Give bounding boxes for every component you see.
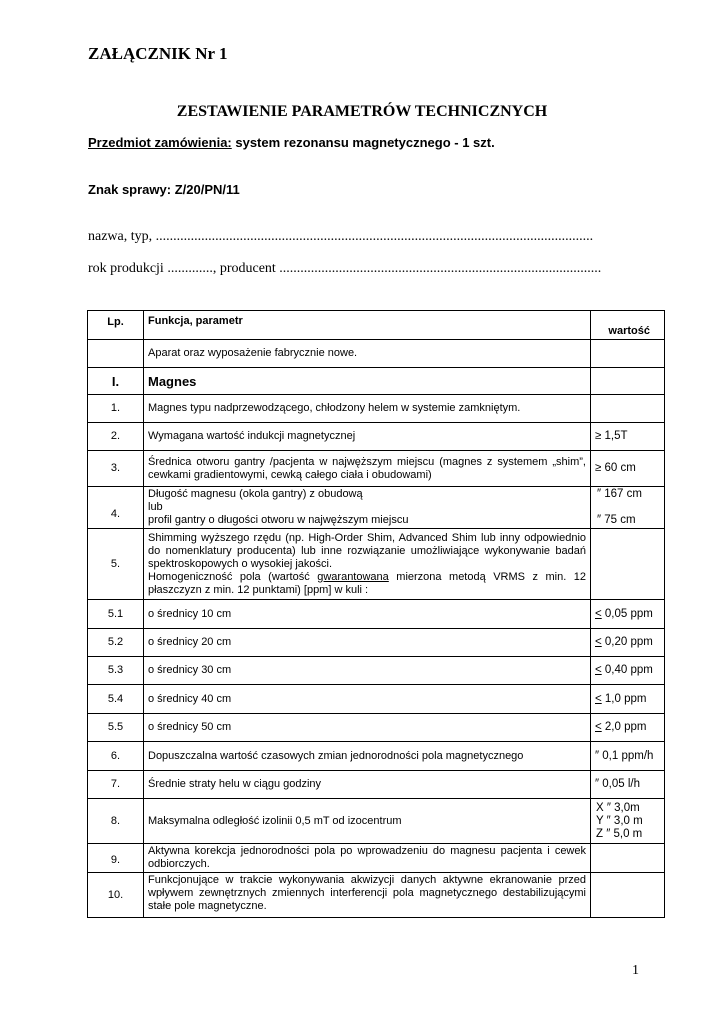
row-text: Magnes typu nadprzewodzącego, chłodzony helem w systemie zamkniętym. — [144, 395, 591, 423]
value-prefix: < — [595, 692, 602, 705]
row-value — [591, 873, 665, 918]
row-text — [144, 529, 591, 600]
table-row — [88, 771, 665, 799]
value-prefix: < — [595, 636, 602, 648]
row-number: 9. — [88, 844, 144, 873]
row-value — [591, 487, 665, 529]
row-number: 5.3 — [88, 657, 144, 685]
row-text: Funkcjonujące w trakcie wykonywania akwizycji danych aktywne ekranowanie przed wpływem zewnętrznych zmiennych interferencji pola magnetycznego destabilizującymi stałe pole magnetyczne. — [144, 873, 591, 918]
row-value — [591, 600, 665, 629]
header-lp: Lp. — [88, 311, 144, 340]
page-number: 1 — [632, 963, 639, 978]
annex-heading: ZAŁĄCZNIK Nr 1 — [88, 44, 228, 63]
row-value-line: ″ 75 cm — [597, 514, 636, 526]
order-subject-value: system rezonansu magnetycznego - 1 szt. — [231, 135, 495, 150]
value-rest: 0,20 ppm — [601, 636, 653, 648]
row-text: o średnicy 50 cm — [144, 714, 591, 742]
row-text: Dopuszczalna wartość czasowych zmian jednorodności pola magnetycznego — [144, 742, 591, 771]
row-text: Aktywna korekcja jednorodności pola po wprowadzeniu do magnesu pacjenta i cewek odbiorczych. — [144, 844, 591, 873]
table-row — [88, 685, 665, 714]
row-number: 1. — [88, 395, 144, 423]
row-number: 5.5 — [88, 714, 144, 742]
year-producer-field: rok produkcji ............., producent ............................................................................................ — [88, 261, 602, 276]
row-value — [591, 844, 665, 873]
row-value — [591, 714, 665, 742]
value-rest: 0,05 ppm — [601, 607, 653, 620]
section-number: I. — [88, 368, 144, 395]
table-row — [88, 340, 665, 368]
row-value-line: Y ″ 3,0 m — [596, 814, 643, 827]
table-cell-text: Aparat oraz wyposażenie fabrycznie nowe. — [144, 340, 591, 368]
row-text: Maksymalna odległość izolinii 0,5 mT od izocentrum — [144, 799, 591, 844]
parameters-table — [87, 310, 665, 918]
name-type-field: nazwa, typ, ............................................................................................................................. — [88, 229, 594, 244]
section-title: Magnes — [144, 368, 591, 395]
row-text-line: profil gantry o długości otworu w najwęższym miejscu — [148, 514, 409, 526]
row-text-part: Shimming wyższego rzędu (np. High-Order Shim, Advanced Shim lub inny odpowiednio do nomenklatury producenta) lub inne rozwiązanie umożliwiające wykonywanie badań spektroskopowych o wysokiej jakości. — [148, 531, 586, 570]
row-value: ≥ 1,5T — [591, 423, 665, 451]
table-cell — [88, 340, 144, 368]
row-value — [591, 629, 665, 657]
row-value: ″ 0,05 l/h — [591, 771, 665, 799]
row-value — [591, 529, 665, 600]
value-prefix: < — [595, 664, 602, 676]
table-row — [88, 799, 665, 844]
row-number: 5. — [88, 529, 144, 600]
table-header-row — [88, 311, 665, 340]
row-text-part: Homogeniczność pola (wartość — [148, 570, 318, 583]
row-text: o średnicy 40 cm — [144, 685, 591, 714]
row-text: Średnie straty helu w ciągu godziny — [144, 771, 591, 799]
table-row — [88, 423, 665, 451]
table-row — [88, 742, 665, 771]
row-value: ″ 0,1 ppm/h — [591, 742, 665, 771]
table-row — [88, 395, 665, 423]
order-subject — [88, 135, 495, 150]
table-cell — [591, 368, 665, 395]
table-row — [88, 657, 665, 685]
case-number: Znak sprawy: Z/20/PN/11 — [88, 182, 240, 197]
value-prefix: < — [595, 721, 602, 733]
row-text: Średnica otworu gantry /pacjenta w najwęższym miejscu (magnes z systemem „shim”, cewkami gradientowymi, cewką całego ciała i obudowami) — [144, 451, 591, 487]
row-number: 4. — [88, 487, 144, 529]
table-row — [88, 629, 665, 657]
row-text-part: mierzona metodą VRMS z min. 12 płaszczyzn z min. 12 punktami) [ppm] w kuli : — [148, 570, 586, 596]
row-number: 5.4 — [88, 685, 144, 714]
order-subject-label: Przedmiot zamówienia: — [88, 135, 232, 150]
table-row — [88, 451, 665, 487]
table-row — [88, 487, 665, 529]
row-value — [591, 657, 665, 685]
row-number: 10. — [88, 873, 144, 918]
row-number: 3. — [88, 451, 144, 487]
row-value-line: ″ 167 cm — [597, 488, 642, 500]
row-text: Wymagana wartość indukcji magnetycznej — [144, 423, 591, 451]
row-value — [591, 799, 665, 844]
row-value: ≥ 60 cm — [591, 451, 665, 487]
row-number: 6. — [88, 742, 144, 771]
row-text: o średnicy 10 cm — [144, 600, 591, 629]
table-cell — [591, 340, 665, 368]
row-text — [144, 487, 591, 529]
table-row — [88, 714, 665, 742]
table-row — [88, 600, 665, 629]
row-number: 5.2 — [88, 629, 144, 657]
row-text-underlined: gwarantowana — [317, 570, 389, 583]
header-value: wartość — [591, 311, 665, 340]
value-prefix: < — [595, 607, 602, 620]
row-value-line: Z ″ 5,0 m — [596, 827, 643, 840]
value-rest: 0,40 ppm — [601, 664, 653, 676]
row-text: o średnicy 20 cm — [144, 629, 591, 657]
value-rest: 1,0 ppm — [601, 692, 647, 705]
row-value — [591, 395, 665, 423]
row-text-line: lub — [148, 501, 163, 513]
document-title: ZESTAWIENIE PARAMETRÓW TECHNICZNYCH — [176, 103, 548, 120]
row-value-line: X ″ 3,0m — [596, 801, 640, 814]
table-row — [88, 873, 665, 918]
row-text: o średnicy 30 cm — [144, 657, 591, 685]
table-row — [88, 529, 665, 600]
section-row — [88, 368, 665, 395]
row-value — [591, 685, 665, 714]
row-number: 5.1 — [88, 600, 144, 629]
value-rest: 2,0 ppm — [601, 721, 647, 733]
row-number: 8. — [88, 799, 144, 844]
row-text-line: Długość magnesu (okola gantry) z obudową — [148, 488, 363, 500]
row-number: 2. — [88, 423, 144, 451]
table-row — [88, 844, 665, 873]
header-function: Funkcja, parametr — [144, 311, 591, 340]
row-number: 7. — [88, 771, 144, 799]
